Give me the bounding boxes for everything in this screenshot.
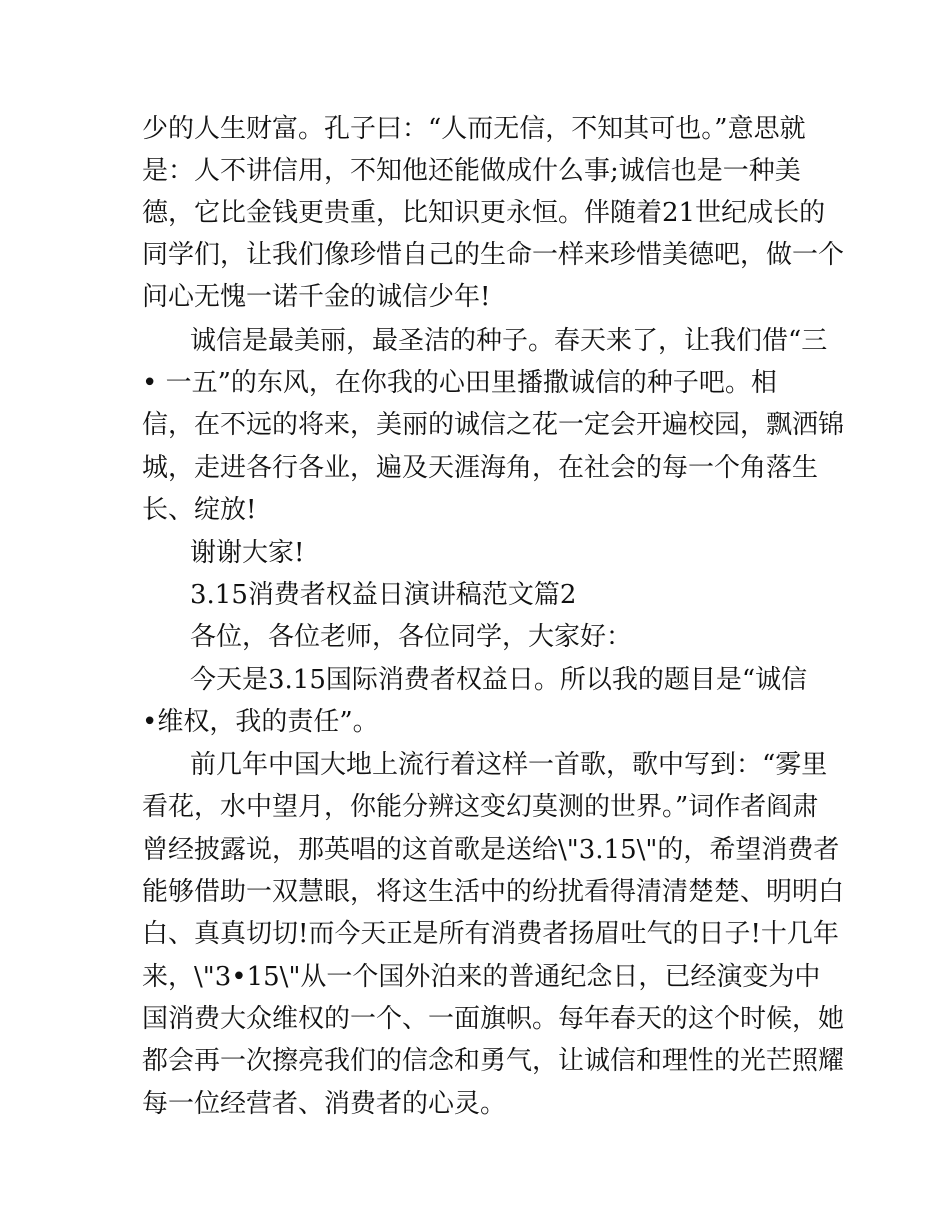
greeting-line: 各位，各位老师，各位同学，大家好： (190, 622, 633, 652)
text-line: 国消费大众维权的一个、一面旗帜。每年春天的这个时候，她 (142, 1004, 845, 1034)
text-line: 信，在不远的将来，美丽的诚信之花一定会开遍校园，飘洒锦 (142, 410, 845, 440)
text-line: 都会再一次擦亮我们的信念和勇气，让诚信和理性的光芒照耀 (142, 1046, 845, 1076)
paragraph-start-line: 今天是3.15国际消费者权益日。所以我的题目是“诚信 (190, 665, 808, 695)
text-line: •维权，我的责任”。 (142, 707, 379, 737)
text-line: 同学们，让我们像珍惜自己的生命一样来珍惜美德吧，做一个 (142, 240, 845, 270)
text-line: 白、真真切切!而今天正是所有消费者扬眉吐气的日子!十几年 (142, 919, 839, 949)
text-line: 少的人生财富。孔子曰：“人而无信，不知其可也。”意思就 (142, 114, 806, 144)
text-line: 曾经披露说，那英唱的这首歌是送给\"3.15\"的，希望消费者 (142, 835, 840, 865)
text-line: 能够借助一双慧眼，将这生活中的纷扰看得清清楚楚、明明白 (142, 877, 845, 907)
text-line: 是：人不讲信用，不知他还能做成什么事;诚信也是一种美 (142, 156, 801, 186)
text-line: 长、绽放! (142, 495, 257, 525)
paragraph-start-line: 前几年中国大地上流行着这样一首歌，歌中写到：“雾里 (190, 750, 828, 780)
section-heading: 3.15消费者权益日演讲稿范文篇2 (190, 580, 577, 610)
text-line: 来，\"3•15\"从一个国外泊来的普通纪念日，已经演变为中 (142, 962, 821, 992)
closing-line: 谢谢大家! (190, 538, 305, 568)
text-line: 每一位经营者、消费者的心灵。 (142, 1089, 507, 1119)
text-line: 问心无愧一诺千金的诚信少年! (142, 282, 491, 312)
text-line: 德，它比金钱更贵重，比知识更永恒。伴随着21世纪成长的 (142, 198, 826, 228)
text-line: 看花，水中望月，你能分辨这变幻莫测的世界。”词作者阎肃 (142, 792, 819, 822)
text-line: 城，走进各行各业，遍及天涯海角，在社会的每一个角落生 (142, 453, 819, 483)
paragraph-start-line: 诚信是最美丽，最圣洁的种子。春天来了，让我们借“三 (190, 326, 828, 356)
text-line: • 一五”的东风，在你我的心田里播撒诚信的种子吧。相 (142, 368, 777, 398)
